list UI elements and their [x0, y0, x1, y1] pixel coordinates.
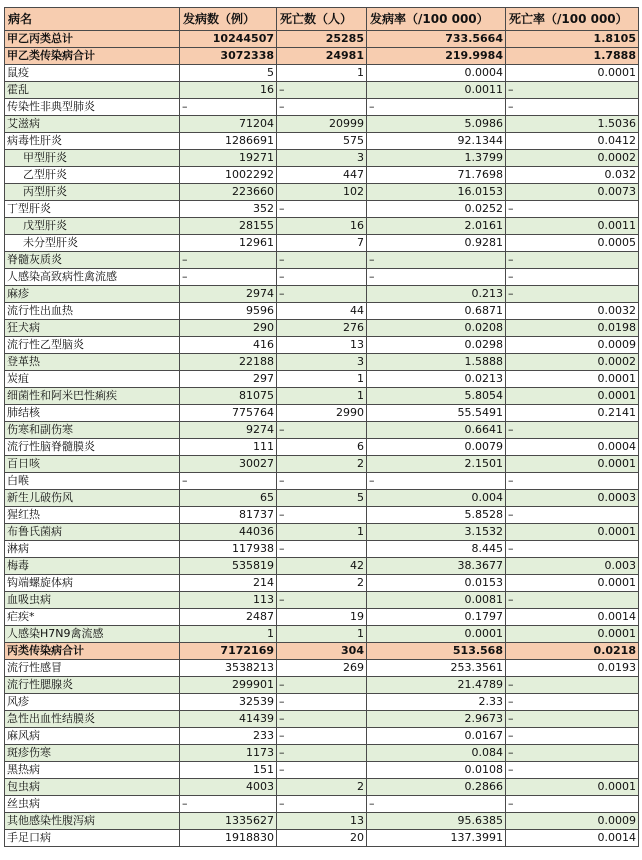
cases-cell: 111	[180, 439, 277, 456]
mortality-rate-cell: 1.5036	[506, 116, 639, 133]
cases-cell: 65	[180, 490, 277, 507]
table-row	[5, 507, 639, 524]
cases-cell: 32539	[180, 694, 277, 711]
deaths-cell: 5	[277, 490, 367, 507]
disease-name-cell: 戊型肝炎	[5, 218, 180, 235]
cases-cell: 299901	[180, 677, 277, 694]
table-row	[5, 167, 639, 184]
table-header-row	[5, 8, 639, 31]
mortality-rate-cell: 0.0001	[506, 371, 639, 388]
disease-name-cell: 细菌性和阿米巴性痢疾	[5, 388, 180, 405]
table-row	[5, 405, 639, 422]
incidence-rate-cell: 0.2866	[367, 779, 506, 796]
table-row	[5, 354, 639, 371]
header-mortality-rate: 死亡率（/100 000）	[506, 8, 639, 31]
disease-name-cell: 艾滋病	[5, 116, 180, 133]
cases-cell: 223660	[180, 184, 277, 201]
incidence-rate-cell: 5.8054	[367, 388, 506, 405]
cases-cell: 10244507	[180, 31, 277, 48]
deaths-cell: 2990	[277, 405, 367, 422]
deaths-cell: 269	[277, 660, 367, 677]
table-row	[5, 558, 639, 575]
deaths-cell: 44	[277, 303, 367, 320]
header-incidence-rate: 发病率（/100 000）	[367, 8, 506, 31]
incidence-rate-cell: 0.0079	[367, 439, 506, 456]
incidence-rate-cell: 733.5664	[367, 31, 506, 48]
disease-name-cell: 狂犬病	[5, 320, 180, 337]
deaths-cell: 447	[277, 167, 367, 184]
deaths-cell: 276	[277, 320, 367, 337]
header-disease-name: 病名	[5, 8, 180, 31]
disease-name-cell: 丙型肝炎	[5, 184, 180, 201]
cases-cell: 44036	[180, 524, 277, 541]
table-row	[5, 116, 639, 133]
cases-cell: 1918830	[180, 830, 277, 847]
mortality-rate-cell: 0.0001	[506, 779, 639, 796]
mortality-rate-cell: 1.7888	[506, 48, 639, 65]
table-row	[5, 541, 639, 558]
mortality-rate-cell: –	[506, 252, 639, 269]
deaths-cell: –	[277, 201, 367, 218]
table-row	[5, 762, 639, 779]
disease-name-cell: 炭疽	[5, 371, 180, 388]
cases-cell: 290	[180, 320, 277, 337]
deaths-cell: 575	[277, 133, 367, 150]
table-row	[5, 660, 639, 677]
table-row	[5, 609, 639, 626]
incidence-rate-cell: 55.5491	[367, 405, 506, 422]
table-row	[5, 575, 639, 592]
incidence-rate-cell: –	[367, 473, 506, 490]
mortality-rate-cell: 0.0001	[506, 456, 639, 473]
disease-name-cell: 百日咳	[5, 456, 180, 473]
cases-cell: 775764	[180, 405, 277, 422]
deaths-cell: –	[277, 99, 367, 116]
table-row	[5, 269, 639, 286]
table-row	[5, 371, 639, 388]
disease-name-cell: 流行性感冒	[5, 660, 180, 677]
deaths-cell: –	[277, 82, 367, 99]
mortality-rate-cell: 0.0009	[506, 813, 639, 830]
disease-name-cell: 伤寒和副伤寒	[5, 422, 180, 439]
disease-name-cell: 白喉	[5, 473, 180, 490]
incidence-rate-cell: 0.0004	[367, 65, 506, 82]
mortality-rate-cell: 0.0001	[506, 65, 639, 82]
incidence-rate-cell: 2.9673	[367, 711, 506, 728]
incidence-rate-cell: 38.3677	[367, 558, 506, 575]
incidence-rate-cell: 0.213	[367, 286, 506, 303]
mortality-rate-cell: 1.8105	[506, 31, 639, 48]
mortality-rate-cell: 0.0003	[506, 490, 639, 507]
deaths-cell: 19	[277, 609, 367, 626]
disease-name-cell: 风疹	[5, 694, 180, 711]
table-row	[5, 303, 639, 320]
mortality-rate-cell: –	[506, 592, 639, 609]
cases-cell: 233	[180, 728, 277, 745]
cases-cell: 416	[180, 337, 277, 354]
mortality-rate-cell: –	[506, 711, 639, 728]
incidence-rate-cell: 0.6641	[367, 422, 506, 439]
disease-name-cell: 淋病	[5, 541, 180, 558]
disease-name-cell: 登革热	[5, 354, 180, 371]
table-row	[5, 813, 639, 830]
cases-cell: 9274	[180, 422, 277, 439]
deaths-cell: 6	[277, 439, 367, 456]
mortality-rate-cell: –	[506, 422, 639, 439]
deaths-cell: –	[277, 541, 367, 558]
incidence-rate-cell: 0.6871	[367, 303, 506, 320]
deaths-cell: 16	[277, 218, 367, 235]
cases-cell: 3538213	[180, 660, 277, 677]
table-row	[5, 524, 639, 541]
cases-cell: 352	[180, 201, 277, 218]
deaths-cell: –	[277, 473, 367, 490]
mortality-rate-cell: 0.0001	[506, 388, 639, 405]
cases-cell: 3072338	[180, 48, 277, 65]
mortality-rate-cell: –	[506, 201, 639, 218]
incidence-rate-cell: 219.9984	[367, 48, 506, 65]
incidence-rate-cell: 2.1501	[367, 456, 506, 473]
cases-cell: 71204	[180, 116, 277, 133]
deaths-cell: –	[277, 677, 367, 694]
deaths-cell: 1	[277, 371, 367, 388]
deaths-cell: 2	[277, 779, 367, 796]
disease-statistics-table-container	[4, 7, 638, 847]
incidence-rate-cell: 0.0213	[367, 371, 506, 388]
cases-cell: –	[180, 252, 277, 269]
incidence-rate-cell: 0.9281	[367, 235, 506, 252]
deaths-cell: –	[277, 711, 367, 728]
disease-name-cell: 梅毒	[5, 558, 180, 575]
disease-name-cell: 病毒性肝炎	[5, 133, 180, 150]
table-row	[5, 320, 639, 337]
table-row	[5, 201, 639, 218]
table-row	[5, 592, 639, 609]
incidence-rate-cell: 71.7698	[367, 167, 506, 184]
mortality-rate-cell: 0.0001	[506, 524, 639, 541]
cases-cell: 22188	[180, 354, 277, 371]
table-row	[5, 728, 639, 745]
table-row	[5, 99, 639, 116]
disease-name-cell: 血吸虫病	[5, 592, 180, 609]
cases-cell: 214	[180, 575, 277, 592]
incidence-rate-cell: 1.3799	[367, 150, 506, 167]
deaths-cell: –	[277, 694, 367, 711]
mortality-rate-cell: 0.0002	[506, 150, 639, 167]
incidence-rate-cell: 0.0108	[367, 762, 506, 779]
cases-cell: 1002292	[180, 167, 277, 184]
incidence-rate-cell: 1.5888	[367, 354, 506, 371]
cases-cell: –	[180, 99, 277, 116]
table-row	[5, 337, 639, 354]
incidence-rate-cell: –	[367, 269, 506, 286]
table-row	[5, 48, 639, 65]
disease-name-cell: 流行性腮腺炎	[5, 677, 180, 694]
disease-name-cell: 布鲁氏菌病	[5, 524, 180, 541]
disease-name-cell: 未分型肝炎	[5, 235, 180, 252]
incidence-rate-cell: –	[367, 796, 506, 813]
mortality-rate-cell: 0.0004	[506, 439, 639, 456]
table-row	[5, 643, 639, 660]
disease-name-cell: 流行性乙型脑炎	[5, 337, 180, 354]
cases-cell: 5	[180, 65, 277, 82]
deaths-cell: 24981	[277, 48, 367, 65]
table-row	[5, 82, 639, 99]
cases-cell: 113	[180, 592, 277, 609]
cases-cell: 1173	[180, 745, 277, 762]
deaths-cell: 20999	[277, 116, 367, 133]
table-row	[5, 218, 639, 235]
disease-name-cell: 甲乙丙类总计	[5, 31, 180, 48]
cases-cell: 151	[180, 762, 277, 779]
disease-name-cell: 手足口病	[5, 830, 180, 847]
mortality-rate-cell: 0.0412	[506, 133, 639, 150]
disease-name-cell: 急性出血性结膜炎	[5, 711, 180, 728]
disease-name-cell: 黑热病	[5, 762, 180, 779]
table-row	[5, 626, 639, 643]
deaths-cell: –	[277, 762, 367, 779]
cases-cell: 117938	[180, 541, 277, 558]
incidence-rate-cell: 92.1344	[367, 133, 506, 150]
deaths-cell: –	[277, 592, 367, 609]
disease-name-cell: 肺结核	[5, 405, 180, 422]
disease-name-cell: 甲乙类传染病合计	[5, 48, 180, 65]
disease-name-cell: 钩端螺旋体病	[5, 575, 180, 592]
cases-cell: 12961	[180, 235, 277, 252]
incidence-rate-cell: 5.8528	[367, 507, 506, 524]
table-row	[5, 677, 639, 694]
incidence-rate-cell: 0.084	[367, 745, 506, 762]
incidence-rate-cell: 2.33	[367, 694, 506, 711]
incidence-rate-cell: 2.0161	[367, 218, 506, 235]
deaths-cell: 13	[277, 813, 367, 830]
incidence-rate-cell: –	[367, 99, 506, 116]
disease-name-cell: 斑疹伤寒	[5, 745, 180, 762]
incidence-rate-cell: 95.6385	[367, 813, 506, 830]
mortality-rate-cell: 0.0002	[506, 354, 639, 371]
header-deaths: 死亡数（人）	[277, 8, 367, 31]
disease-name-cell: 鼠疫	[5, 65, 180, 82]
disease-name-cell: 人感染高致病性禽流感	[5, 269, 180, 286]
disease-name-cell: 包虫病	[5, 779, 180, 796]
mortality-rate-cell: –	[506, 507, 639, 524]
mortality-rate-cell: 0.0001	[506, 575, 639, 592]
table-row	[5, 796, 639, 813]
deaths-cell: 42	[277, 558, 367, 575]
incidence-rate-cell: 8.445	[367, 541, 506, 558]
cases-cell: 81737	[180, 507, 277, 524]
disease-name-cell: 流行性脑脊髓膜炎	[5, 439, 180, 456]
mortality-rate-cell: –	[506, 694, 639, 711]
deaths-cell: 1	[277, 524, 367, 541]
mortality-rate-cell: –	[506, 762, 639, 779]
deaths-cell: 25285	[277, 31, 367, 48]
mortality-rate-cell: 0.0014	[506, 830, 639, 847]
table-row	[5, 473, 639, 490]
mortality-rate-cell: 0.0193	[506, 660, 639, 677]
cases-cell: 41439	[180, 711, 277, 728]
mortality-rate-cell: 0.2141	[506, 405, 639, 422]
table-row	[5, 31, 639, 48]
cases-cell: 19271	[180, 150, 277, 167]
incidence-rate-cell: 0.1797	[367, 609, 506, 626]
table-row	[5, 388, 639, 405]
mortality-rate-cell: 0.0011	[506, 218, 639, 235]
mortality-rate-cell: 0.0009	[506, 337, 639, 354]
incidence-rate-cell: 3.1532	[367, 524, 506, 541]
cases-cell: 2487	[180, 609, 277, 626]
incidence-rate-cell: 0.0081	[367, 592, 506, 609]
incidence-rate-cell: 137.3991	[367, 830, 506, 847]
mortality-rate-cell: –	[506, 796, 639, 813]
disease-name-cell: 脊髓灰质炎	[5, 252, 180, 269]
disease-name-cell: 乙型肝炎	[5, 167, 180, 184]
deaths-cell: 1	[277, 65, 367, 82]
cases-cell: 1286691	[180, 133, 277, 150]
mortality-rate-cell: 0.032	[506, 167, 639, 184]
mortality-rate-cell: 0.0014	[506, 609, 639, 626]
incidence-rate-cell: 0.0208	[367, 320, 506, 337]
deaths-cell: –	[277, 252, 367, 269]
deaths-cell: –	[277, 286, 367, 303]
disease-statistics-table	[4, 7, 639, 847]
mortality-rate-cell: –	[506, 541, 639, 558]
table-row	[5, 252, 639, 269]
cases-cell: 81075	[180, 388, 277, 405]
incidence-rate-cell: 0.0153	[367, 575, 506, 592]
disease-name-cell: 传染性非典型肺炎	[5, 99, 180, 116]
mortality-rate-cell: 0.0032	[506, 303, 639, 320]
disease-name-cell: 丝虫病	[5, 796, 180, 813]
deaths-cell: –	[277, 745, 367, 762]
incidence-rate-cell: –	[367, 252, 506, 269]
cases-cell: 1	[180, 626, 277, 643]
disease-name-cell: 新生儿破伤风	[5, 490, 180, 507]
cases-cell: 535819	[180, 558, 277, 575]
cases-cell: –	[180, 473, 277, 490]
deaths-cell: –	[277, 269, 367, 286]
disease-name-cell: 麻疹	[5, 286, 180, 303]
table-row	[5, 779, 639, 796]
disease-name-cell: 霍乱	[5, 82, 180, 99]
deaths-cell: 2	[277, 456, 367, 473]
mortality-rate-cell: –	[506, 473, 639, 490]
incidence-rate-cell: 513.568	[367, 643, 506, 660]
table-row	[5, 65, 639, 82]
mortality-rate-cell: –	[506, 82, 639, 99]
table-row	[5, 711, 639, 728]
incidence-rate-cell: 16.0153	[367, 184, 506, 201]
table-row	[5, 422, 639, 439]
cases-cell: 4003	[180, 779, 277, 796]
incidence-rate-cell: 0.0298	[367, 337, 506, 354]
mortality-rate-cell: 0.003	[506, 558, 639, 575]
cases-cell: –	[180, 269, 277, 286]
mortality-rate-cell: –	[506, 677, 639, 694]
table-row	[5, 150, 639, 167]
deaths-cell: 304	[277, 643, 367, 660]
table-body	[5, 31, 639, 847]
incidence-rate-cell: 0.0001	[367, 626, 506, 643]
table-row	[5, 694, 639, 711]
mortality-rate-cell: 0.0218	[506, 643, 639, 660]
deaths-cell: 2	[277, 575, 367, 592]
incidence-rate-cell: 0.0252	[367, 201, 506, 218]
table-row	[5, 439, 639, 456]
deaths-cell: –	[277, 507, 367, 524]
cases-cell: 7172169	[180, 643, 277, 660]
disease-name-cell: 丁型肝炎	[5, 201, 180, 218]
table-row	[5, 235, 639, 252]
cases-cell: –	[180, 796, 277, 813]
disease-name-cell: 疟疾*	[5, 609, 180, 626]
deaths-cell: –	[277, 728, 367, 745]
table-row	[5, 745, 639, 762]
table-row	[5, 830, 639, 847]
mortality-rate-cell: –	[506, 728, 639, 745]
table-row	[5, 490, 639, 507]
cases-cell: 1335627	[180, 813, 277, 830]
mortality-rate-cell: 0.0005	[506, 235, 639, 252]
table-row	[5, 133, 639, 150]
deaths-cell: 20	[277, 830, 367, 847]
mortality-rate-cell: –	[506, 286, 639, 303]
deaths-cell: 13	[277, 337, 367, 354]
cases-cell: 30027	[180, 456, 277, 473]
incidence-rate-cell: 253.3561	[367, 660, 506, 677]
disease-name-cell: 猩红热	[5, 507, 180, 524]
cases-cell: 297	[180, 371, 277, 388]
incidence-rate-cell: 21.4789	[367, 677, 506, 694]
table-row	[5, 184, 639, 201]
deaths-cell: 3	[277, 354, 367, 371]
mortality-rate-cell: –	[506, 99, 639, 116]
header-cases: 发病数（例）	[180, 8, 277, 31]
disease-name-cell: 其他感染性腹泻病	[5, 813, 180, 830]
deaths-cell: 102	[277, 184, 367, 201]
cases-cell: 16	[180, 82, 277, 99]
cases-cell: 9596	[180, 303, 277, 320]
deaths-cell: 7	[277, 235, 367, 252]
cases-cell: 2974	[180, 286, 277, 303]
mortality-rate-cell: –	[506, 269, 639, 286]
disease-name-cell: 麻风病	[5, 728, 180, 745]
deaths-cell: 1	[277, 388, 367, 405]
deaths-cell: 1	[277, 626, 367, 643]
cases-cell: 28155	[180, 218, 277, 235]
deaths-cell: –	[277, 796, 367, 813]
disease-name-cell: 流行性出血热	[5, 303, 180, 320]
incidence-rate-cell: 0.004	[367, 490, 506, 507]
table-row	[5, 456, 639, 473]
disease-name-cell: 甲型肝炎	[5, 150, 180, 167]
incidence-rate-cell: 0.0011	[367, 82, 506, 99]
mortality-rate-cell: –	[506, 745, 639, 762]
disease-name-cell: 丙类传染病合计	[5, 643, 180, 660]
mortality-rate-cell: 0.0001	[506, 626, 639, 643]
incidence-rate-cell: 5.0986	[367, 116, 506, 133]
table-row	[5, 286, 639, 303]
disease-name-cell: 人感染H7N9禽流感	[5, 626, 180, 643]
deaths-cell: 3	[277, 150, 367, 167]
deaths-cell: –	[277, 422, 367, 439]
mortality-rate-cell: 0.0198	[506, 320, 639, 337]
incidence-rate-cell: 0.0167	[367, 728, 506, 745]
mortality-rate-cell: 0.0073	[506, 184, 639, 201]
